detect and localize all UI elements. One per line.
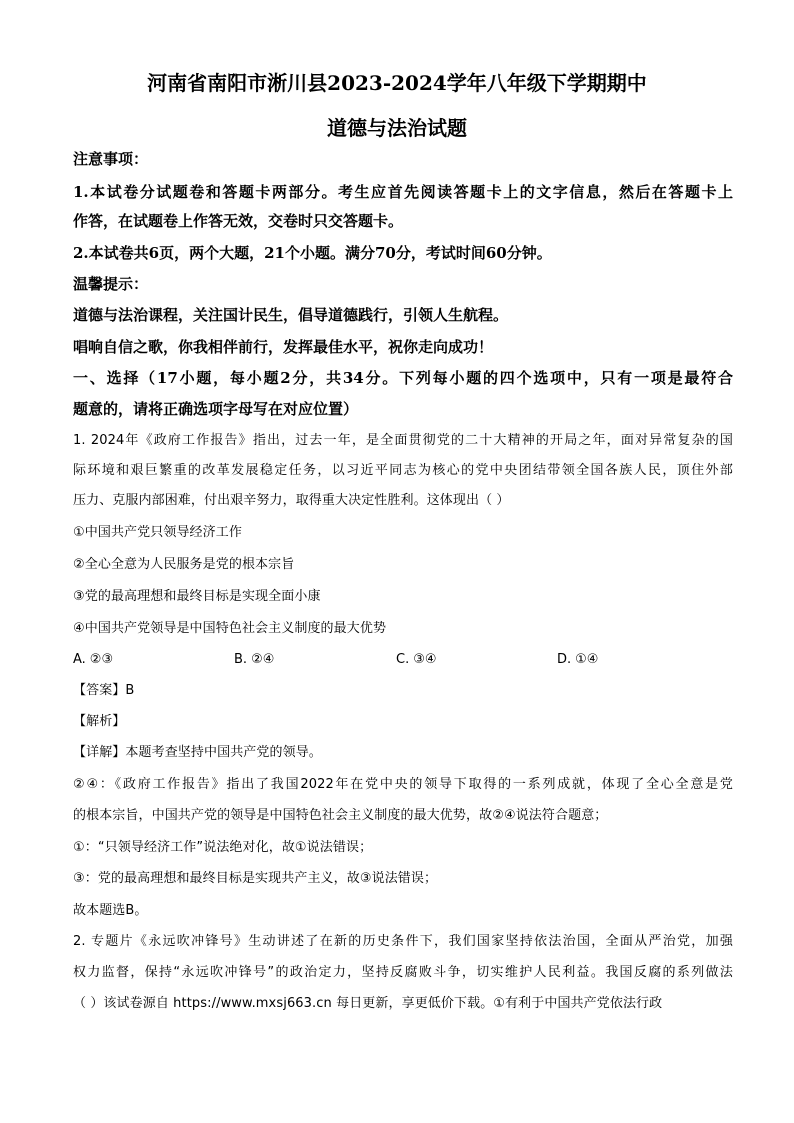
notice-item-2: 2.本试卷共6页，两个大题，21个小题。满分70分，考试时间60分钟。 (73, 244, 552, 262)
q1-option-b (234, 650, 274, 670)
q1-stem-line-2: 际环境和艰巨繁重的改革发展稳定任务，以习近平同志为核心的党中央团结带领全国各族人民，顶住外部 (73, 463, 733, 478)
exam-title: 河南省南阳市淅川县2023-2024学年八年级下学期期中 (147, 71, 647, 95)
q1-statement-3: ③党的最高理想和最终目标是实现全面小康 (73, 589, 321, 604)
option-text: ②③ (89, 652, 114, 667)
q1-analysis-heading: 【解析】 (73, 714, 126, 729)
tips-line-1: 道德与法治课程，关注国计民生，倡导道德践行，引领人生航程。 (73, 306, 509, 324)
option-letter: D. (557, 652, 572, 667)
section-heading: 一、选择（17小题，每小题2分，共34分。下列每小题的四个选项中，只有一项是最符合 (73, 369, 733, 387)
tips-heading: 温馨提示： (73, 275, 149, 293)
option-letter: C. (396, 652, 410, 667)
section-heading-cont: 题意的，请将正确选项字母写在对应位置） (73, 400, 359, 418)
q1-explain-line-2: 的根本宗旨，中国共产党的领导是中国特色社会主义制度的最大优势，故②④说法符合题意； (73, 808, 608, 823)
q1-option-d (557, 650, 598, 670)
q1-conclusion: 故本题选B。 (73, 903, 148, 918)
exam-subject: 道德与法治试题 (327, 116, 467, 140)
q1-answer: 【答案】B (73, 683, 135, 698)
q2-stem-line-2: 权力监督，保持“永远吹冲锋号”的政治定力，坚持反腐败斗争，切实维护人民利益。我国反腐的系列做法 (73, 965, 733, 980)
q1-explain-line-3: ①：“只领导经济工作”说法绝对化，故①说法错误； (73, 840, 373, 855)
q1-stem-line-3: 压力、克服内部困难，付出艰辛努力，取得重大决定性胜利。这体现出（ ） (73, 493, 510, 508)
tips-line-2: 唱响自信之歌，你我相伴前行，发挥最佳水平，祝你走向成功！ (73, 338, 494, 356)
option-text: ①④ (575, 652, 599, 667)
q2-stem-line-1: 2. 专题片《永远吹冲锋号》生动讲述了在新的历史条件下，我们国家坚持依法治国，全面从严治党，加强 (73, 934, 733, 949)
q1-explain-line-1: ②④：《政府工作报告》指出了我国2022年在党中央的领导下取得的一系列成就，体现了全心全意是党 (73, 777, 733, 792)
option-text: ②④ (251, 652, 275, 667)
q1-option-a (73, 650, 113, 670)
q2-stem-line-3: （ ）该试卷源自 https://www.mxsj663.cn 每日更新，享更低价下载。①有利于中国共产党依法行政 (73, 996, 663, 1011)
q1-statement-1: ①中国共产党只领导经济工作 (73, 525, 242, 540)
notice-heading: 注意事项： (73, 150, 149, 168)
option-letter: A. (73, 652, 86, 667)
q1-stem-line-1: 1. 2024年《政府工作报告》指出，过去一年，是全面贯彻党的二十大精神的开局之年，面对异常复杂的国 (73, 433, 733, 448)
q1-statement-2: ②全心全意为人民服务是党的根本宗旨 (73, 557, 295, 572)
notice-item-1: 1.本试卷分试题卷和答题卡两部分。考生应首先阅读答题卡上的文字信息，然后在答题卡上 (73, 183, 733, 201)
q1-statement-4: ④中国共产党领导是中国特色社会主义制度的最大优势 (73, 621, 387, 636)
notice-item-1-cont: 作答，在试题卷上作答无效，交卷时只交答题卡。 (73, 212, 404, 230)
option-letter: B. (234, 652, 248, 667)
q1-option-c (396, 650, 437, 670)
q1-explain-line-4: ③：党的最高理想和最终目标是实现共产主义，故③说法错误； (73, 871, 438, 886)
q1-detail: 【详解】本题考查坚持中国共产党的领导。 (73, 745, 322, 760)
option-text: ③④ (413, 652, 437, 667)
